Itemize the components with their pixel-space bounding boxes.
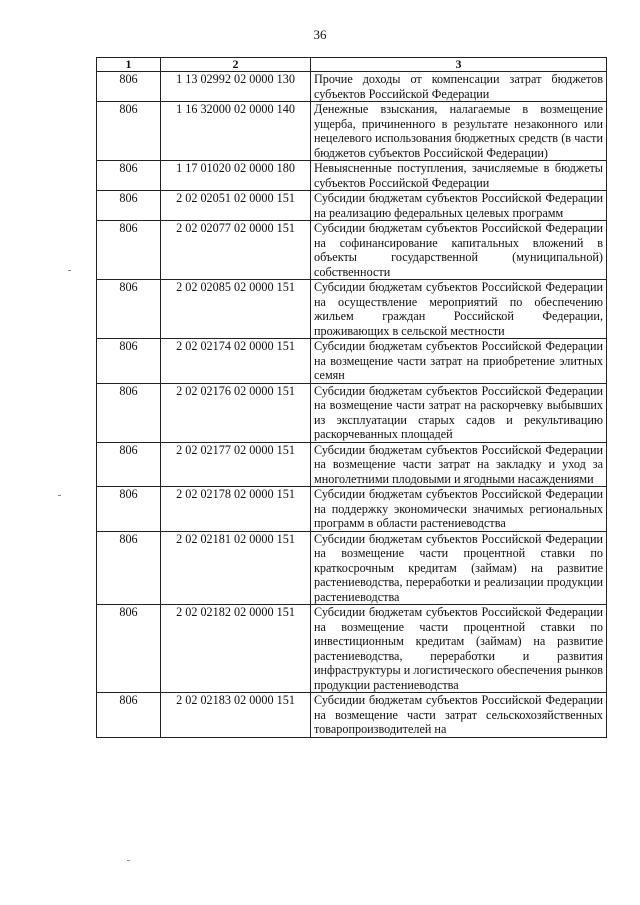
admin-code-cell: 806	[97, 531, 161, 605]
revenue-name-cell: Денежные взыскания, налагаемые в возмещение ущерба, причиненного в результате незаконного или нецелевого использования бюджетных средств (в части бюджетов субъектов Российской Федерации)	[311, 102, 607, 161]
budget-code-cell: 2 02 02177 02 0000 151	[161, 442, 311, 487]
scan-speck	[68, 270, 71, 271]
revenue-name-cell: Субсидии бюджетам субъектов Российской Федерации на возмещение части затрат сельскохозяйственных товаропроизводителей на	[311, 693, 607, 738]
budget-code-cell: 2 02 02183 02 0000 151	[161, 693, 311, 738]
admin-code-cell: 806	[97, 487, 161, 532]
budget-code-cell: 2 02 02174 02 0000 151	[161, 339, 311, 384]
admin-code-cell: 806	[97, 72, 161, 102]
revenue-name-cell: Субсидии бюджетам субъектов Российской Федерации на возмещение части затрат на закладку и уход за многолетними плодовыми и ягодными насаждениями	[311, 442, 607, 487]
admin-code-cell: 806	[97, 221, 161, 280]
budget-revenue-table	[96, 57, 607, 738]
page-number: 36	[313, 27, 327, 42]
admin-code-cell: 806	[97, 383, 161, 442]
revenue-name-cell: Прочие доходы от компенсации затрат бюджетов субъектов Российской Федерации	[311, 72, 607, 102]
revenue-name-cell: Невыясненные поступления, зачисляемые в бюджеты субъектов Российской Федерации	[311, 161, 607, 191]
table-row	[97, 191, 607, 221]
table-row	[97, 693, 607, 738]
admin-code-cell: 806	[97, 605, 161, 693]
revenue-name-cell: Субсидии бюджетам субъектов Российской Федерации на возмещение части затрат на приобретение элитных семян	[311, 339, 607, 384]
table-row	[97, 72, 607, 102]
budget-code-cell: 2 02 02178 02 0000 151	[161, 487, 311, 532]
admin-code-cell: 806	[97, 442, 161, 487]
admin-code-cell: 806	[97, 339, 161, 384]
budget-code-cell: 2 02 02182 02 0000 151	[161, 605, 311, 693]
budget-code-cell: 2 02 02051 02 0000 151	[161, 191, 311, 221]
table-row	[97, 102, 607, 161]
table-row	[97, 605, 607, 693]
budget-code-cell: 2 02 02085 02 0000 151	[161, 280, 311, 339]
table-row	[97, 221, 607, 280]
table-row	[97, 487, 607, 532]
table-row	[97, 531, 607, 605]
revenue-name-cell: Субсидии бюджетам субъектов Российской Федерации на возмещение части процентной ставки по краткосрочным кредитам (займам) на развитие растениеводства, переработки и реализации продукции растениеводства	[311, 531, 607, 605]
budget-code-cell: 2 02 02181 02 0000 151	[161, 531, 311, 605]
table-row	[97, 442, 607, 487]
table-row	[97, 383, 607, 442]
revenue-name-cell: Субсидии бюджетам субъектов Российской Федерации на поддержку экономически значимых региональных программ в области растениеводства	[311, 487, 607, 532]
table-header-row	[97, 58, 607, 72]
table-row	[97, 280, 607, 339]
scan-speck	[58, 495, 61, 496]
budget-code-cell: 2 02 02176 02 0000 151	[161, 383, 311, 442]
revenue-name-cell: Субсидии бюджетам субъектов Российской Федерации на возмещение части затрат на раскорчевку выбывших из эксплуатации старых садов и рекультивацию раскорчеванных площадей	[311, 383, 607, 442]
budget-code-cell: 1 16 32000 02 0000 140	[161, 102, 311, 161]
revenue-name-cell: Субсидии бюджетам субъектов Российской Федерации на осуществление мероприятий по обеспечению жильем граждан Российской Федерации, проживающих в сельской местности	[311, 280, 607, 339]
budget-code-cell: 1 13 02992 02 0000 130	[161, 72, 311, 102]
admin-code-cell: 806	[97, 161, 161, 191]
admin-code-cell: 806	[97, 102, 161, 161]
admin-code-cell: 806	[97, 191, 161, 221]
table-row	[97, 339, 607, 384]
budget-code-cell: 1 17 01020 02 0000 180	[161, 161, 311, 191]
revenue-name-cell: Субсидии бюджетам субъектов Российской Федерации на софинансирование капитальных вложений в объекты государственной (муниципальной) собственности	[311, 221, 607, 280]
column-header-name: 3	[311, 58, 607, 72]
budget-code-cell: 2 02 02077 02 0000 151	[161, 221, 311, 280]
revenue-name-cell: Субсидии бюджетам субъектов Российской Федерации на возмещение части процентной ставки по инвестиционным кредитам (займам) на развитие растениеводства, переработки и развития инфраструктуры и логистического обеспечения рынков продукции растениеводства	[311, 605, 607, 693]
column-header-admin: 1	[97, 58, 161, 72]
table-row	[97, 161, 607, 191]
admin-code-cell: 806	[97, 693, 161, 738]
column-header-code: 2	[161, 58, 311, 72]
scan-speck	[127, 860, 130, 861]
admin-code-cell: 806	[97, 280, 161, 339]
revenue-name-cell: Субсидии бюджетам субъектов Российской Федерации на реализацию федеральных целевых программ	[311, 191, 607, 221]
